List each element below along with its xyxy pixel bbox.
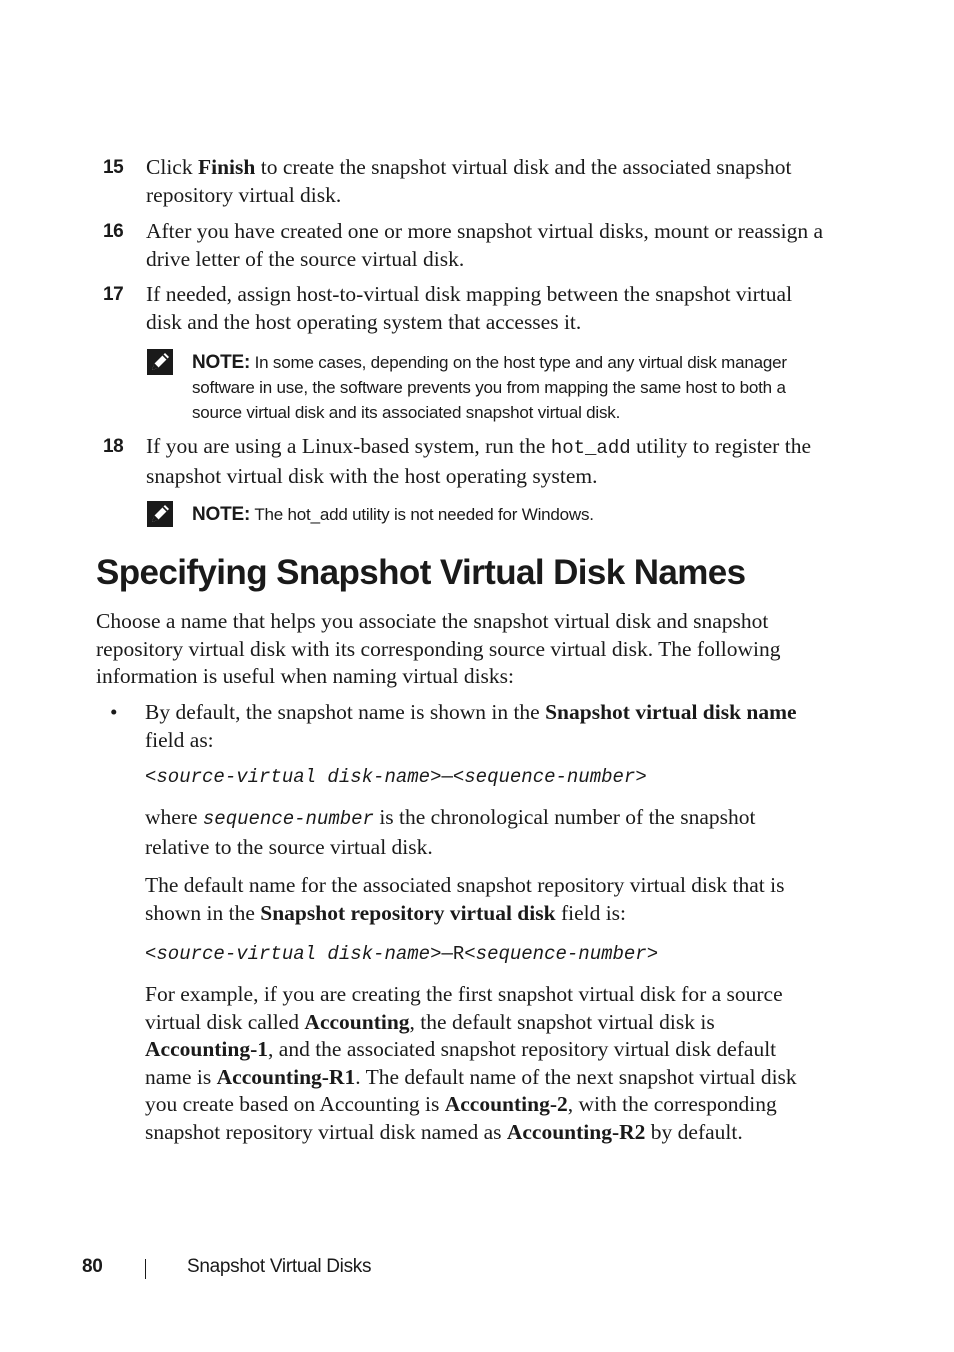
- note-text: NOTE: The hot_add utility is not needed for Windows.: [192, 504, 594, 525]
- example-paragraph: For example, if you are creating the first snapshot virtual disk for a source virtual disk called Accounting, the default snapshot virtual disk is Accounting-1, and the associated snapshot repository virtual disk default name is Accounting-R1. The default name of the next snapshot virtual disk you create based on Accounting is Accounting-2, with the corresponding snapshot repository virtual disk named as Accounting-R2 by default.: [145, 982, 797, 1144]
- note-box: [146, 502, 826, 527]
- sequence-number-code: sequence-number: [202, 808, 374, 830]
- repository-paragraph: The default name for the associated snapshot repository virtual disk that is shown in the Snapshot repository virtual disk field is:: [145, 873, 785, 925]
- pencil-note-icon: [146, 500, 174, 528]
- step-number: 17: [103, 284, 124, 305]
- snapshot-name-format: <source-virtual disk-name>—<sequence-number>: [145, 766, 647, 788]
- step-text: Click Finish to create the snapshot virtual disk and the associated snapshot repository virtual disk.: [146, 155, 792, 207]
- step-number: 15: [103, 157, 124, 178]
- note-label: NOTE:: [192, 352, 251, 373]
- page-number: 80: [82, 1256, 103, 1277]
- intro-paragraph: Choose a name that helps you associate the snapshot virtual disk and snapshot repository virtual disk with its corresponding source virtual disk. The following information is useful when naming virtual disks:: [96, 609, 781, 688]
- footer-divider: [145, 1259, 146, 1279]
- chapter-title: Snapshot Virtual Disks: [187, 1256, 372, 1277]
- repository-field-term: Snapshot repository virtual disk: [260, 900, 556, 925]
- repository-name-format: <source-virtual disk-name>—R<sequence-number>: [145, 943, 659, 965]
- note-label: NOTE:: [192, 504, 251, 525]
- step-text: After you have created one or more snapshot virtual disks, mount or reassign a drive letter of the source virtual disk.: [146, 219, 824, 271]
- step-17: [96, 281, 826, 336]
- step-number: 18: [103, 436, 124, 457]
- snapshot-name-field-term: Snapshot virtual disk name: [545, 700, 797, 724]
- section-heading: Specifying Snapshot Virtual Disk Names: [96, 553, 746, 592]
- where-paragraph: where sequence-number is the chronological number of the snapshot relative to the source virtual disk.: [145, 805, 756, 859]
- bullet-marker: •: [110, 700, 118, 724]
- step-16: [96, 218, 826, 273]
- pencil-note-icon: [146, 348, 174, 376]
- bullet-text: By default, the snapshot name is shown in the Snapshot virtual disk name field as:: [145, 700, 797, 752]
- hot-add-code: hot_add: [550, 437, 631, 459]
- step-15: [96, 154, 826, 209]
- note-box: [146, 350, 826, 425]
- step-18: [96, 433, 826, 490]
- step-text: If you are using a Linux-based system, run the hot_add utility to register the snapshot virtual disk with the host operating system.: [146, 434, 811, 488]
- finish-term: Finish: [197, 155, 256, 179]
- note-text: NOTE: In some cases, depending on the host type and any virtual disk manager software in use, the software prevents you from mapping the same host to both a source virtual disk and its associated snapshot virtual disk.: [192, 352, 787, 422]
- step-text: If needed, assign host-to-virtual disk mapping between the snapshot virtual disk and the host operating system that accesses it.: [146, 282, 793, 334]
- step-number: 16: [103, 221, 124, 242]
